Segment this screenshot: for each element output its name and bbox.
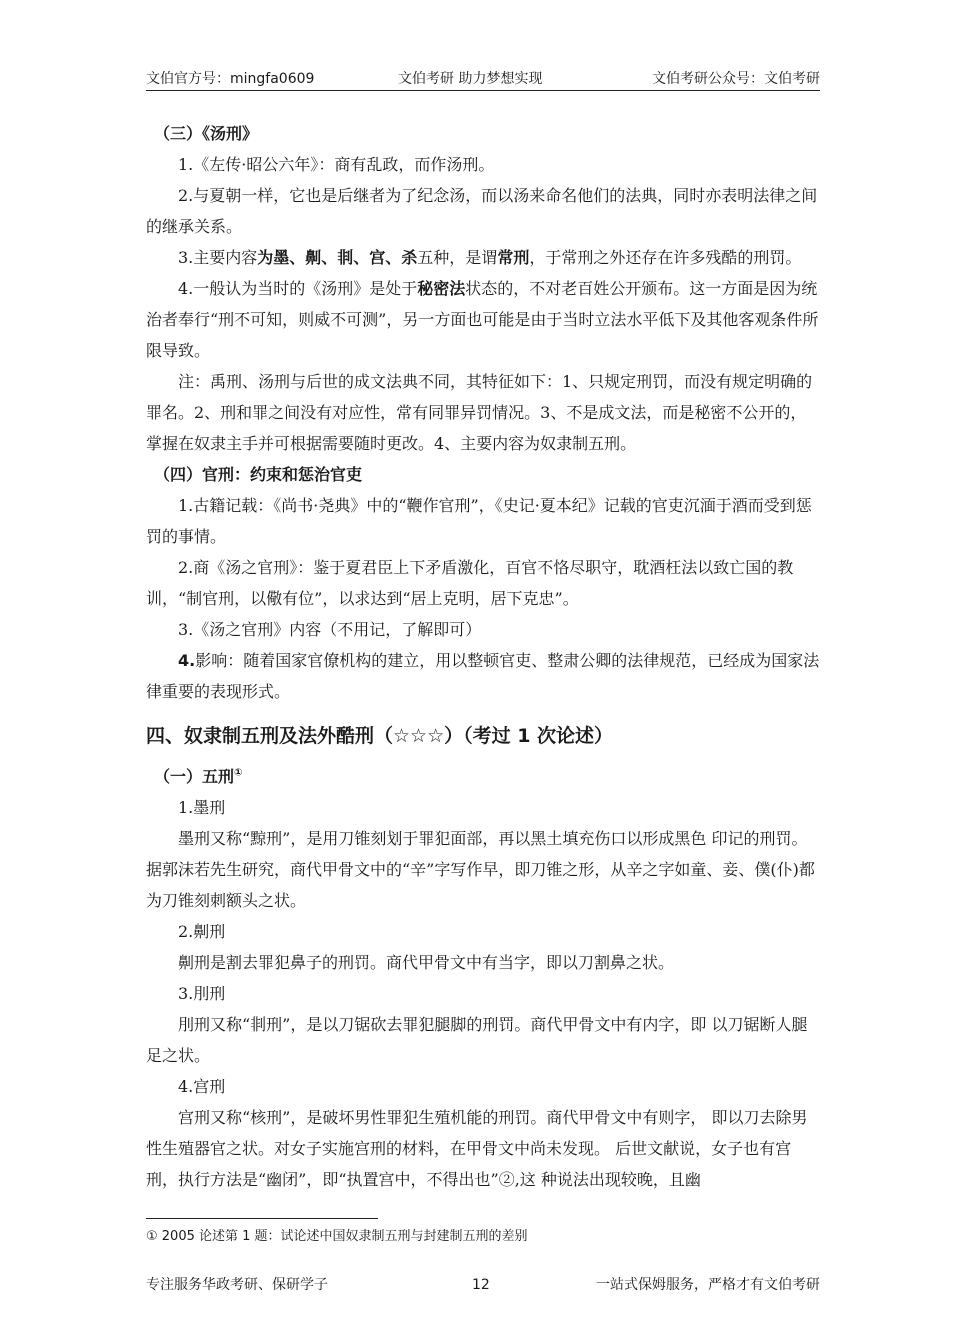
header-left: 文伯官方号：mingfa0609 xyxy=(146,71,315,87)
paragraph: 2.商《汤之官刑》：鉴于夏君臣上下矛盾激化，百官不恪尽职守，耽酒枉法以致亡国的教训，“制官刑，以儆有位”，以求达到“居上克明，居下克忠”。 xyxy=(146,558,794,608)
bold-text: 为墨、劓、剕、宫、杀 xyxy=(257,248,418,267)
paragraph: 劓刑是割去罪犯鼻子的刑罚。商代甲骨文中有当字，即以刀割鼻之状。 xyxy=(178,953,675,972)
page-content xyxy=(146,118,820,1195)
note-paragraph: 注：禹刑、汤刑与后世的成文法典不同，其特征如下：1、只规定刑罚，而没有规定明确的罪名。2、刑和罪之间没有对应性，常有同罪异罚情况。3、不是成文法，而是秘密不公开的，掌握在奴隶主手并可根据需要随时更改。4、主要内容为奴隶制五刑。 xyxy=(146,372,813,453)
footnote-divider xyxy=(146,1218,378,1219)
text-run: （一）五刑 xyxy=(154,767,235,786)
text-run: 4.一般认为当时的《汤刑》是处于 xyxy=(178,279,418,298)
footer-right: 一站式保姆服务，严格才有文伯考研 xyxy=(596,1277,820,1293)
bold-text: 秘密法 xyxy=(417,279,466,298)
paragraph: 2.与夏朝一样，它也是后继者为了纪念汤，而以汤来命名他们的法典，同时亦表明法律之间的继承关系。 xyxy=(146,186,818,236)
paragraph: 1.古籍记载：《尚书·尧典》中的“鞭作官刑”，《史记·夏本纪》记载的官吏沉湎于酒而受到惩罚的事情。 xyxy=(146,496,812,546)
section-title-wuxing: 四、奴隶制五刑及法外酷刑（☆☆☆）（考过 1 次论述） xyxy=(146,725,614,747)
bold-text: 4. xyxy=(178,651,196,670)
paragraph: 墨刑又称“黥刑”，是用刀锥刻划于罪犯面部，再以黑土填充伤口以形成黑色 印记的刑罚。据郭沫若先生研究，商代甲骨文中的“辛”字写作早，即刀锥之形，从辛之字如童、妾、僕(仆)都为刀锥刻刺额头之状。 xyxy=(146,829,815,910)
paragraph: 3.《汤之官刑》内容（不用记，了解即可） xyxy=(178,620,482,639)
paragraph xyxy=(146,645,820,707)
subsection-title-guanxing: （四）官刑：约束和惩治官吏 xyxy=(154,465,363,484)
footnote: ① 2005 论述第 1 题：试论述中国奴隶制五刑与封建制五刑的差别 xyxy=(146,1229,528,1244)
text-run: 状态的，不对老百姓公开颁布。这一方面是因为统治者奉行“刑不可知，则威不可测”，另一方面也可能是由于当时立法水平低下及其他客观条件所限导致。 xyxy=(146,279,819,360)
text-run: 3.主要内容 xyxy=(178,248,258,267)
footnote-marker[interactable]: ① xyxy=(234,767,243,779)
paragraph: 1.《左传·昭公六年》：商有乱政，而作汤刑。 xyxy=(178,155,495,174)
text-run: 影响：随着国家官僚机构的建立，用以整顿官吏、整肃公卿的法律规范，已经成为国家法律重要的表现形式。 xyxy=(146,651,820,701)
page-number: 12 xyxy=(472,1277,490,1293)
bold-text: 常刑 xyxy=(497,248,530,267)
footer-left: 专注服务华政考研、保研学子 xyxy=(146,1277,328,1293)
subsection-title-wuxing xyxy=(146,761,820,792)
item-title: 3.刖刑 xyxy=(178,984,226,1003)
item-title: 4.宫刑 xyxy=(178,1077,226,1096)
paragraph: 宫刑又称“核刑”，是破坏男性罪犯生殖机能的刑罚。商代甲骨文中有则字， 即以刀去除男性生殖器官之状。对女子实施宫刑的材料，在甲骨文中尚未发现。 后世文献说，女子也有宫刑，执行方法是“幽闭”，即“执置宫中，不得出也”②,这 种说法出现较晚，且幽 xyxy=(146,1108,808,1189)
paragraph: 刖刑又称“剕刑”，是以刀锯砍去罪犯腿脚的刑罚。商代甲骨文中有内字，即 以刀锯断人腿足之状。 xyxy=(146,1015,808,1065)
text-run: 五种，是谓 xyxy=(417,248,498,267)
item-title: 1.墨刑 xyxy=(178,798,226,817)
subsection-title-tangxing: （三）《汤刑》 xyxy=(154,124,259,143)
page-header xyxy=(146,70,820,91)
item-title: 2.劓刑 xyxy=(178,922,226,941)
paragraph xyxy=(146,273,820,366)
header-center: 文伯考研 助力梦想实现 xyxy=(398,71,543,87)
page-footer xyxy=(146,1276,820,1296)
header-right: 文伯考研公众号：文伯考研 xyxy=(652,71,820,87)
paragraph xyxy=(146,242,820,273)
text-run: ，于常刑之外还存在许多残酷的刑罚。 xyxy=(529,248,802,267)
